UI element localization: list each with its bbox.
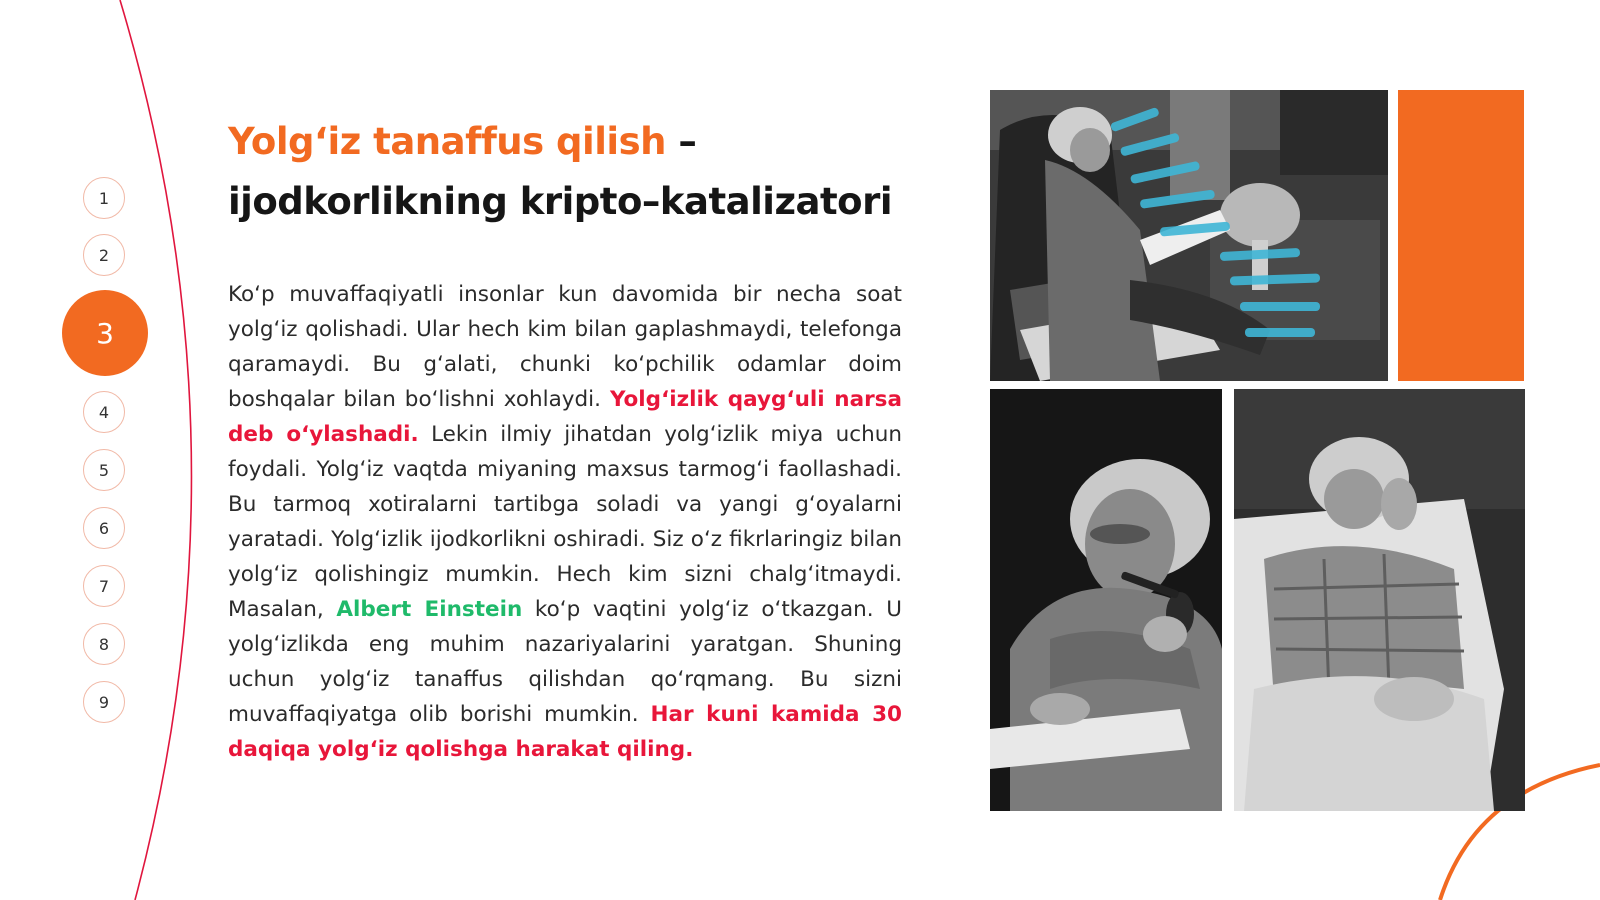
step-5[interactable]	[83, 449, 125, 491]
page-title	[228, 112, 892, 232]
step-8[interactable]	[83, 623, 125, 665]
body-text-2: Lekin ilmiy jihatdan yolgʻizlik miya uchun foydali. Yolgʻiz vaqtda miyaning maxsus tarmogʻi faollashadi. Bu tarmoq xotiralarni tartibga soladi va yangi gʻoyalarni yaratadi. Yolgʻizlik ijodkorlikni oshiradi. Siz oʻz fikrlaringiz bilan yolgʻiz qolishingiz mumkin. Hech kim sizni chalgʻitmaydi. Masalan,	[228, 422, 903, 622]
body-paragraph	[228, 277, 902, 767]
body-text-3: koʻp vaqtini yolgʻiz oʻtkazgan. U yolgʻizlikda eng muhim nazariyalarini yaratgan. Shuning uchun yolgʻiz tanaffus qilishdan qoʻrqmang. Bu sizni muvaffaqiyatga olib borishi mumkin.	[228, 597, 902, 727]
left-arc-line	[120, 0, 191, 900]
highlight-loneliness: Yolgʻizlik qaygʻuli narsa deb oʻylashadi.	[228, 387, 902, 447]
orange-accent-block	[1398, 90, 1524, 381]
step-label: 3	[96, 316, 114, 350]
step-label: 7	[98, 576, 110, 596]
step-label: 2	[98, 245, 110, 265]
photo-man-resting	[1234, 389, 1525, 811]
title-line-2: ijodkorlikning kripto–katalizatori	[228, 180, 893, 223]
step-7[interactable]	[83, 565, 125, 607]
step-label: 1	[98, 188, 110, 208]
step-2[interactable]	[83, 234, 125, 276]
title-accent: Yolgʻiz tanaffus qilish	[228, 120, 666, 163]
highlight-call-to-action: Har kuni kamida 30 daqiqa yolgʻiz qolishga harakat qiling.	[228, 702, 902, 762]
body-text-1: Koʻp muvaffaqiyatli insonlar kun davomida bir necha soat yolgʻiz qolishadi. Ular hech kim bilan gaplashmaydi, telefonga qaramaydi. Bu gʻalati, chunki koʻpchilik odamlar doim boshqalar bilan boʻlishni xohlaydi.	[228, 282, 902, 412]
step-1[interactable]	[83, 177, 125, 219]
step-4[interactable]	[83, 391, 125, 433]
step-label: 8	[98, 634, 110, 654]
step-9[interactable]	[83, 681, 125, 723]
highlight-einstein: Albert Einstein	[336, 597, 523, 622]
title-dash: –	[665, 120, 697, 163]
step-6[interactable]	[83, 507, 125, 549]
photo-man-with-pipe	[990, 389, 1222, 811]
step-label: 5	[98, 460, 110, 480]
step-label: 6	[98, 518, 110, 538]
photo-reading-armchair	[990, 90, 1388, 381]
step-label: 9	[98, 692, 110, 712]
step-3-active[interactable]	[62, 290, 148, 376]
step-label: 4	[98, 402, 110, 422]
